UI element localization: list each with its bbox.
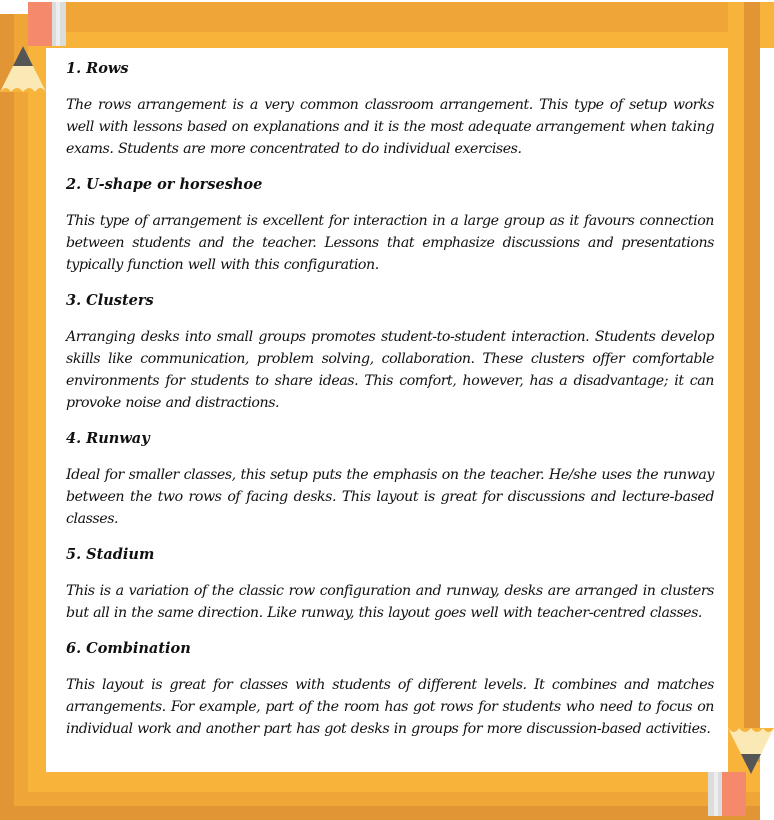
section-title: 6. Combination <box>66 640 191 657</box>
section-body: This layout is great for classes with students of different levels. It combines and matches arrangements. For example, part of the room has got rows for students who need to focus on individual work and another part has got desks in groups for more discussion-based activities. <box>66 677 714 737</box>
frame-right-strip-shade <box>744 2 760 762</box>
pencil-eraser-top-left <box>28 2 52 46</box>
frame-top-strip-shade <box>44 2 760 32</box>
section-body: Arranging desks into small groups promotes student-to-student interaction. Students develop skills like communication, problem solving, collaboration. These clusters offer comfortable environments for students to share ideas. This comfort, however, has a disadvantage; it can provoke noise and distractions. <box>66 329 714 411</box>
section-body: This type of arrangement is excellent for interaction in a large group as it favours connection between students and the teacher. Lessons that emphasize discussions and presentations typically function well with this configuration. <box>66 213 714 273</box>
section-u-shape <box>66 174 714 276</box>
section-stadium <box>66 544 714 624</box>
section-body: Ideal for smaller classes, this setup puts the emphasis on the teacher. He/she uses the runway between the two rows of facing desks. This layout is great for discussions and lecture-based classes. <box>66 467 714 527</box>
section-rows <box>66 58 714 160</box>
section-title: 1. Rows <box>66 60 129 77</box>
pencil-eraser-bottom-right <box>722 772 746 816</box>
pencil-ferrule-stripe-bottom-right <box>714 772 718 816</box>
section-combination <box>66 638 714 740</box>
section-body: The rows arrangement is a very common classroom arrangement. This type of setup works well with lessons based on explanations and it is the most adequate arrangement when taking exams. Students are more concentrated to do individual exercises. <box>66 97 714 157</box>
section-title: 3. Clusters <box>66 292 154 309</box>
section-title: 4. Runway <box>66 430 150 447</box>
section-title: 5. Stadium <box>66 546 155 563</box>
pencil-icon <box>0 46 46 94</box>
section-runway <box>66 428 714 530</box>
pencil-ferrule-stripe-top-left <box>56 2 60 46</box>
section-title: 2. U-shape or horseshoe <box>66 176 263 193</box>
arrangements-list <box>66 58 714 754</box>
section-clusters <box>66 290 714 414</box>
section-body: This is a variation of the classic row configuration and runway, desks are arranged in clusters but all in the same direction. Like runway, this layout goes well with teacher-centred classes. <box>66 583 714 621</box>
pencil-icon <box>728 726 774 774</box>
